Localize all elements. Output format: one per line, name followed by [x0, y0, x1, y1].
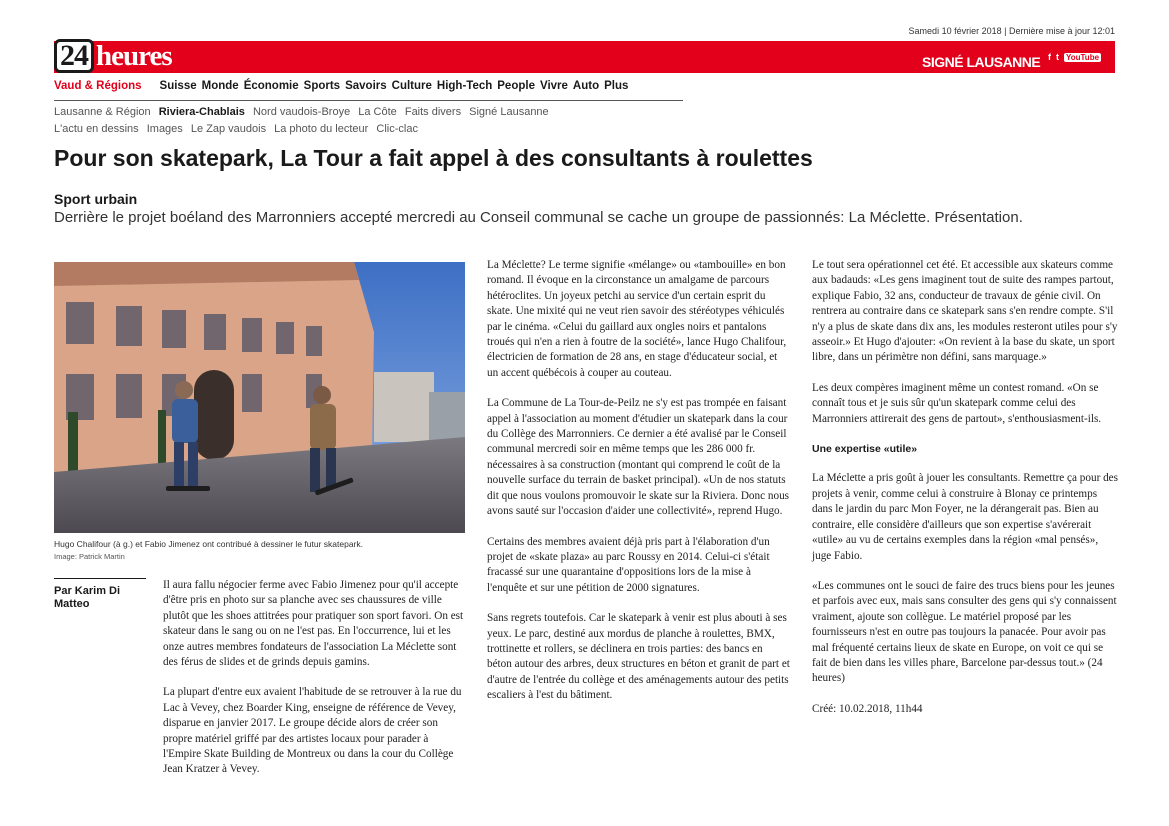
nav-culture[interactable]: Culture: [391, 80, 432, 92]
main-nav: [54, 80, 683, 101]
nav-plus[interactable]: Plus: [604, 80, 629, 92]
subnav-faits-divers[interactable]: Faits divers: [404, 106, 462, 118]
article-column-2: [487, 258, 790, 719]
subnav-photo-lecteur[interactable]: La photo du lecteur: [274, 123, 369, 135]
subnav-la-cote[interactable]: La Côte: [358, 106, 397, 118]
logo-number-box: [54, 39, 94, 73]
dateline: Samedi 10 février 2018 | Dernière mise à jour 12:01: [908, 26, 1115, 36]
article-photo[interactable]: [54, 262, 465, 533]
article-column-1: [163, 578, 468, 793]
logo-number: 24: [60, 39, 88, 72]
subnav-row-2: [54, 123, 423, 135]
nav-auto[interactable]: Auto: [572, 80, 600, 92]
social-links: [1048, 52, 1101, 62]
photo-credit: Image: Patrick Martin: [54, 552, 125, 561]
nav-sports[interactable]: Sports: [303, 80, 341, 92]
skaters-photo-illustration: [54, 262, 465, 533]
subnav-row-1: [54, 106, 554, 118]
paragraph: La plupart d'entre eux avaient l'habitude de se retrouver à la rue du Lac à Vevey, chez Boarder King, enseigne de référence de Vevey, disparue en janvier 2017. Le groupe décide alors de créer son propre matériel griffé par des artistes locaux pour parader à l'Empire Skate Building de Montreux ou dans la cour du Collège Jean Kratzer à Vevey.: [163, 686, 462, 776]
twitter-icon[interactable]: t: [1056, 52, 1059, 62]
subnav-zap-vaudois[interactable]: Le Zap vaudois: [190, 123, 267, 135]
paragraph: La Méclette a pris goût à jouer les consultants. Remettre ça pour des projets à venir, comme celui à construire à Blonay ce printemps dans le jardin du parc Mon Foyer, ne la dérangerait pas. Bien au contraire, elle considère d'ailleurs que son expertise s'avérerait «utile» au vu de certains exemples dans la région «mal pensés», juge Fabio.: [812, 472, 1119, 562]
paragraph: Il aura fallu négocier ferme avec Fabio Jimenez pour qu'il accepte d'être pris en photo sur sa planche avec ses chaussures de ville plutôt que les shoes attitrées pour pratiquer son sport favori. On est skateur dans le sang ou on ne l'est pas. En l'occurrence, lui et les onze autres membres fondateurs de l'association La Méclette sont des férus de slides et de grinds depuis gamins.: [163, 579, 464, 669]
nav-high-tech[interactable]: High-Tech: [436, 80, 493, 92]
section-brand[interactable]: SIGNÉ LAUSANNE: [922, 54, 1041, 70]
subnav-images[interactable]: Images: [146, 123, 183, 135]
logo-word: heures: [96, 39, 172, 72]
nav-economie[interactable]: Économie: [243, 80, 299, 92]
site-logo[interactable]: [54, 38, 172, 74]
nav-vaud-regions[interactable]: Vaud & Régions: [54, 80, 142, 92]
paragraph: «Les communes ont le souci de faire des trucs biens pour les jeunes et parfois avec eux, mais sans consulter des gens qui s'y connaissent vraiment, ajoute son collègue. Le matériel proposé par les fournisseurs n'est en outre pas toujours la panacée. Pour avoir pas mal fréquenté certains lieux de skate en Europe, on voit ce qui se fait de bien dans les villes phare, Barcelone par-dessus tout.» (24 heures): [812, 579, 1117, 685]
nav-vivre[interactable]: Vivre: [539, 80, 568, 92]
article-lead: Derrière le projet boéland des Marronniers accepté mercredi au Conseil communal se cache un groupe de passionnés: La Méclette. Présentation.: [54, 209, 1023, 226]
subnav-actu-dessins[interactable]: L'actu en dessins: [54, 123, 139, 135]
paragraph: Certains des membres avaient déjà pris part à l'élaboration d'un projet de «skate plaza» au parc Roussy en 2014. Celui-ci s'était fracassé sur une quarantaine d'oppositions lors de la mise à l'enquête et sur une pétition de 2000 signatures.: [487, 535, 770, 594]
nav-savoirs[interactable]: Savoirs: [345, 80, 387, 92]
subnav-lausanne-region[interactable]: Lausanne & Région: [54, 106, 151, 118]
article-headline: Pour son skatepark, La Tour a fait appel à des consultants à roulettes: [54, 145, 813, 171]
paragraph: Sans regrets toutefois. Car le skatepark à venir est plus abouti à ses yeux. Le parc, destiné aux mordus de planche à roulettes, BMX, trottinette et rollers, se déclinera en trois parties: des bancs en béton autour des arbres, deux structures en béton et granit de part et d'autre de l'entrée du collège et des aménagements autour des petits escaliers à l'est du bâtiment.: [487, 612, 790, 702]
facebook-icon[interactable]: f: [1048, 52, 1051, 62]
subnav-riviera-chablais[interactable]: Riviera-Chablais: [158, 106, 245, 118]
subnav-clic-clac[interactable]: Clic-clac: [376, 123, 418, 135]
paragraph: Les deux compères imaginent même un contest romand. «On se connaît tous et je suis sûr qu'un skatepark comme celui des Marronniers attirerait des gens de partout», s'enthousiasment-ils.: [812, 381, 1102, 425]
article-kicker: Sport urbain: [54, 191, 138, 207]
nav-suisse[interactable]: Suisse: [159, 80, 197, 92]
byline[interactable]: Par Karim Di Matteo: [54, 578, 146, 611]
paragraph: La Méclette? Le terme signifie «mélange» ou «tambouille» en bon romand. Il évoque en la circonstance un amalgame de parcours hétéroclites. Un joyeux petchi au service d'un certain esprit du skate. Une mixité qui ne veut rien savoir des stéréotypes véhiculés par le cinéma. «Celui du gaillard aux ongles noirs et pantalons troués qui n'en a rien à foutre de la société», lance Hugo Chalifour, électricien de formation de 28 ans, en stage d'éducateur social, et un accent québécois à couper au couteau.: [487, 259, 787, 379]
paragraph: La Commune de La Tour-de-Peilz ne s'y est pas trompée en faisant appel à l'association au moment d'étudier un skatepark dans la cour du Collège des Marronniers. Ce dernier a été avalisé par le Conseil communal mercredi soir en même temps que les 286 000 fr. nécessaires à sa construction (montant qui comprend le coût de la nouvelle surface du terrain de basket principal). «Un de nos statuts dit que nous voulons promouvoir le skate sur la Riviera. Donc nous avons sauté sur l'occasion d'aider une collectivité», reprend Hugo.: [487, 397, 790, 518]
subnav-nord-vaudois-broye[interactable]: Nord vaudois-Broye: [252, 106, 351, 118]
article-subhead: Une expertise «utile»: [812, 443, 918, 456]
photo-caption: Hugo Chalifour (à g.) et Fabio Jimenez ont contribué à dessiner le futur skatepark.: [54, 539, 363, 549]
article-column-3: [812, 258, 1119, 732]
created-timestamp: Créé: 10.02.2018, 11h44: [812, 702, 923, 715]
nav-people[interactable]: People: [497, 80, 535, 92]
paragraph: Le tout sera opérationnel cet été. Et accessible aux skateurs comme aux badauds: «Les gens imaginent tout de suite des rampes partout, explique Fabio, 32 ans, conducteur de travaux de génie civil. On rentrera au contraire dans ce skatepark sans s'en rendre compte. S'il n'y a plus de skate dans dix ans, les modules resteront utiles pour s'y asseoir.» Et Hugo d'ajouter: «On revient à la base du skate, un sport libre, dans un périmètre non défini, sans marquage.»: [812, 259, 1118, 364]
subnav-signe-lausanne[interactable]: Signé Lausanne: [469, 106, 549, 118]
nav-monde[interactable]: Monde: [201, 80, 239, 92]
youtube-icon[interactable]: YouTube: [1066, 52, 1100, 62]
